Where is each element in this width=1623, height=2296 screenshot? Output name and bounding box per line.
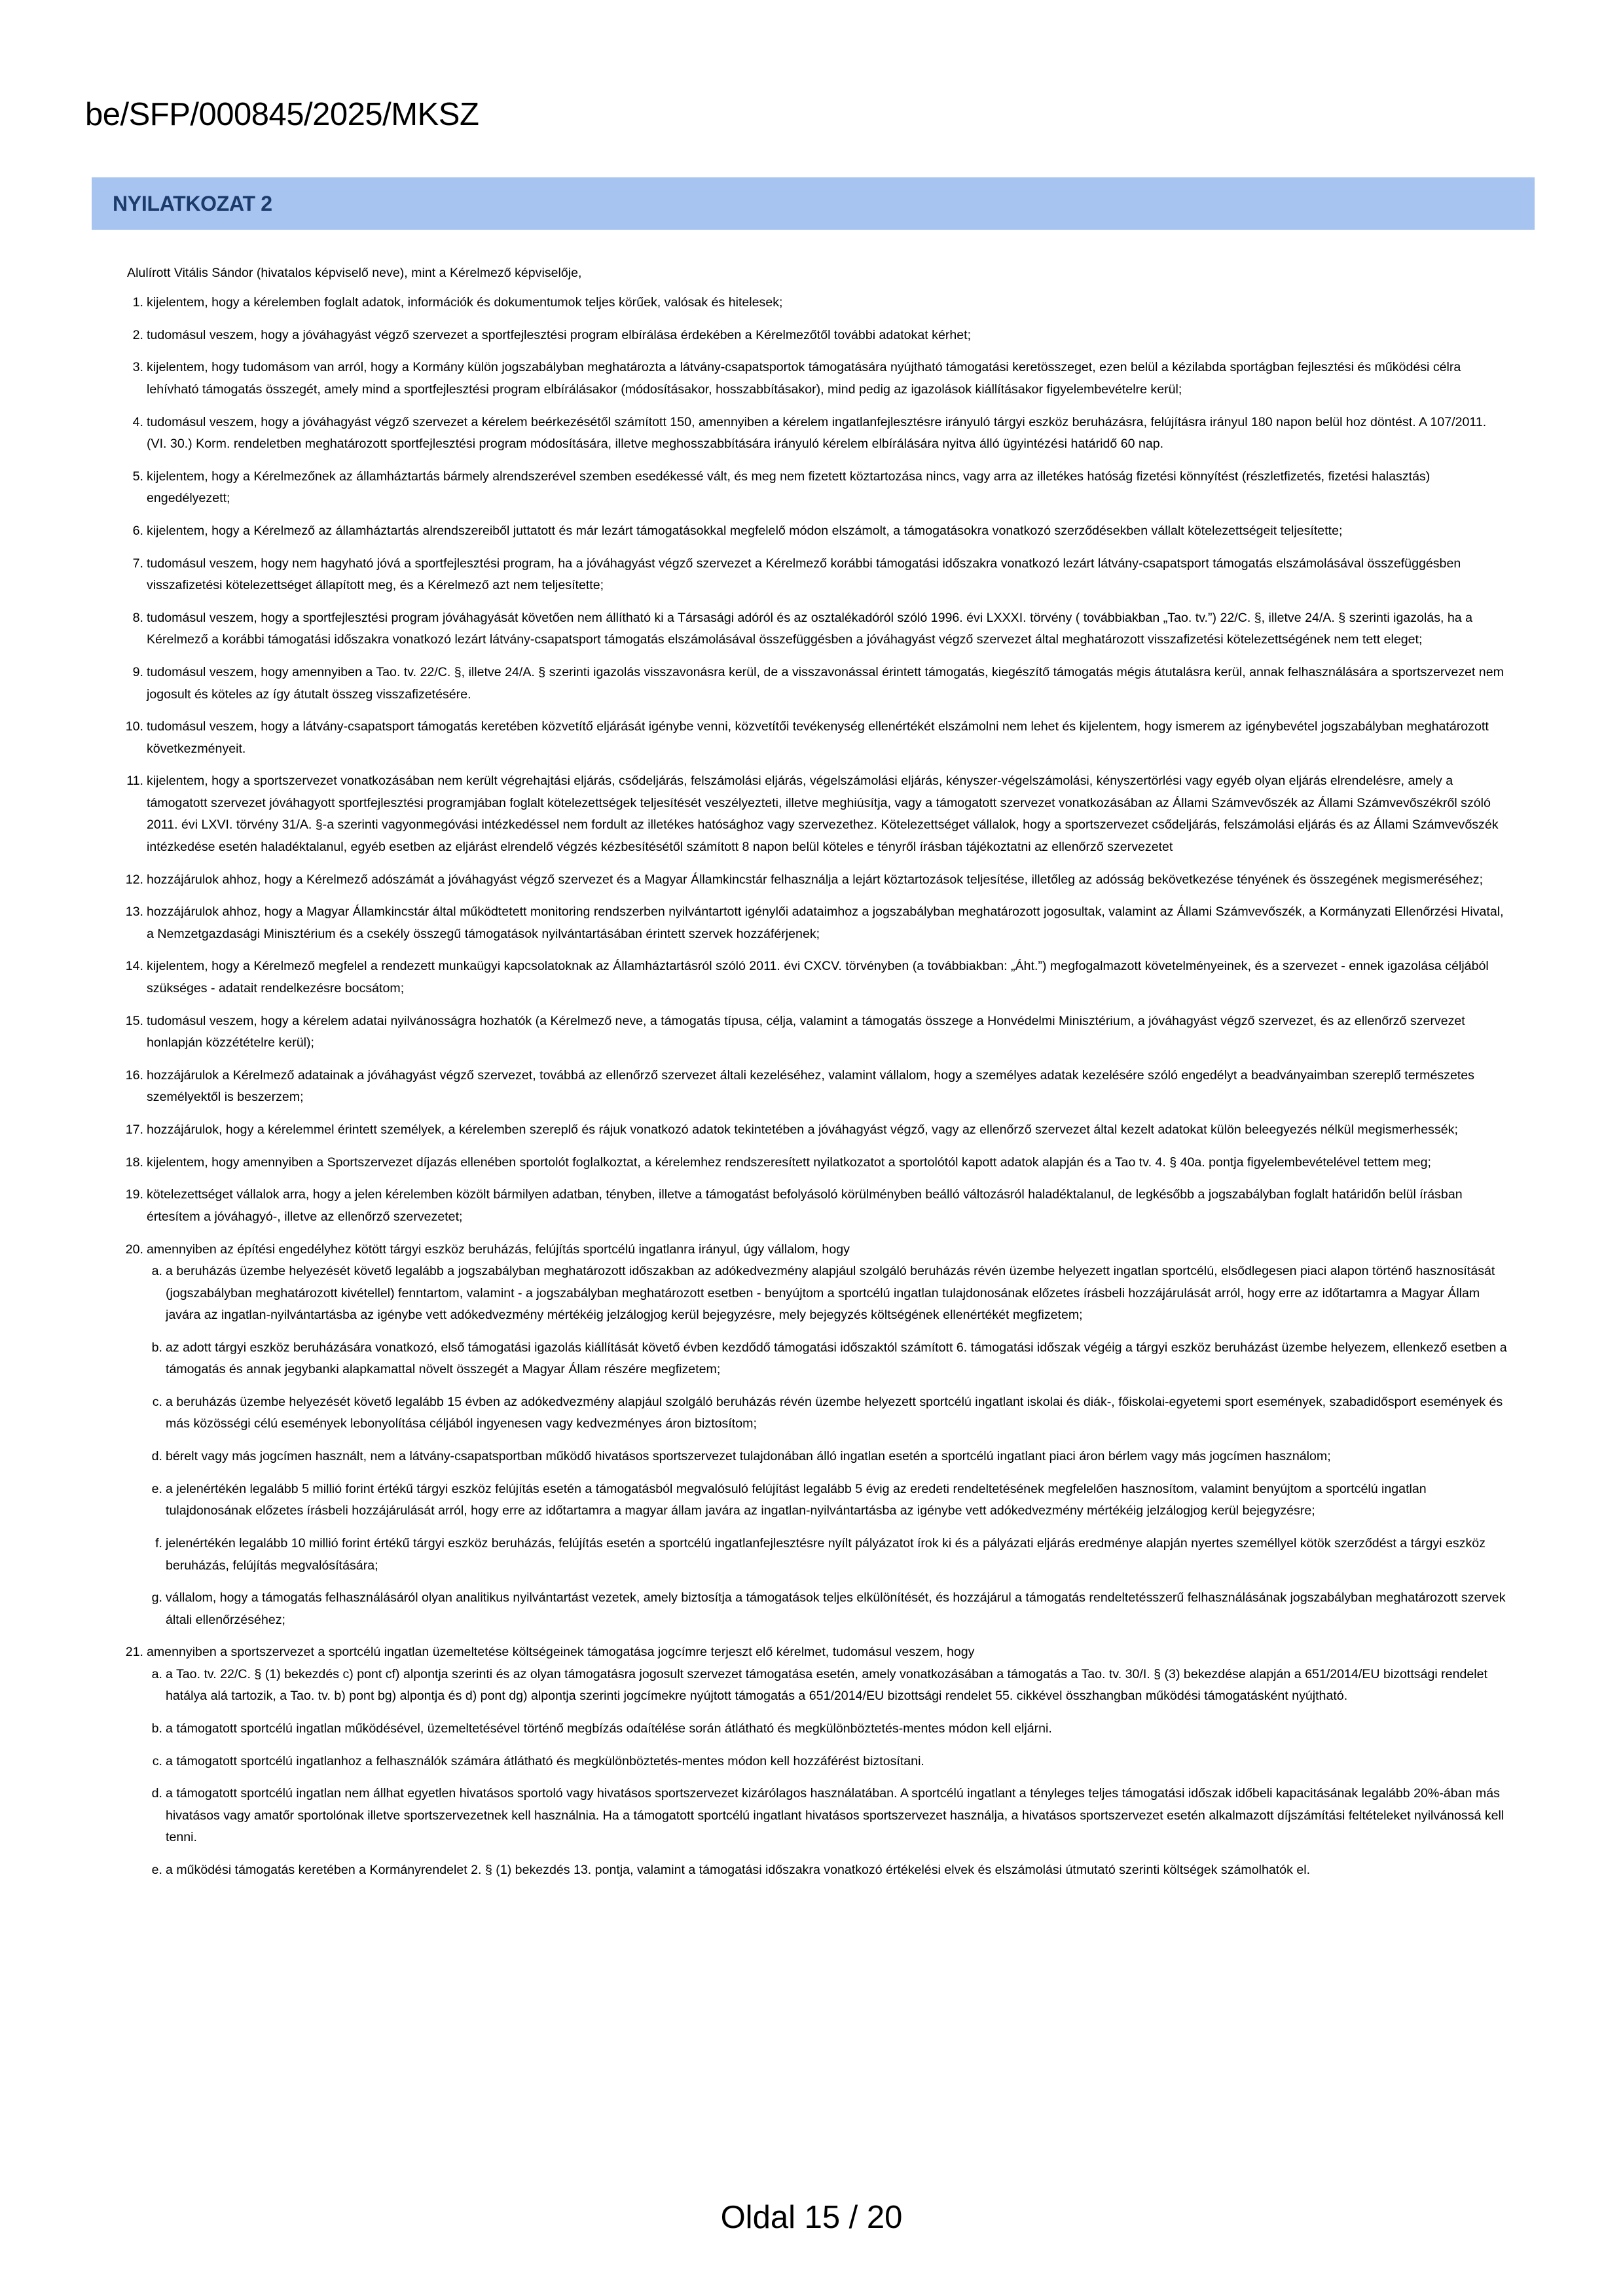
subitem-letter: a. [151, 1264, 162, 1279]
item-number: 19. [125, 1187, 143, 1202]
item-text: kijelentem, hogy a Kérelmezőnek az államháztartás bármely alrendszerével szemben esedékessé vált, és meg nem fizetett köztartozása nincs, vagy arra az illetékes hatóság fizetési könnyítést (részletfizetés, fizetési halasztás) engedélyezett; [147, 469, 1431, 506]
declaration-subitem [151, 1664, 1510, 1708]
item-number: 21. [125, 1645, 143, 1660]
item-number: 15. [125, 1013, 143, 1028]
declaration-subitem [155, 1533, 1510, 1577]
declaration-sublist [147, 1664, 1510, 1882]
item-text: tudomásul veszem, hogy a jóváhagyást végző szervezet a kérelem beérkezésétől számított 150, amennyiben a kérelem ingatlanfejlesztésre irányuló tárgyi eszköz beruházásra, felújításra irányul 180 napon belül hoz döntést. A 107/2011. (VI. 30.) Korm. rendeletben meghatározott sportfejlesztési program módosítására, illetve meghosszabbítására irányuló kérelem elbírálására nyitva álló ügyintézési határidő 60 nap. [147, 414, 1487, 452]
item-number: 14. [125, 959, 143, 974]
declaration-item [125, 1184, 1510, 1228]
subitem-letter: e. [151, 1481, 162, 1496]
item-text: tudomásul veszem, hogy a látvány-csapatsport támogatás keretében közvetítő eljárását igénybe venni, közvetítői tevékenység ellenértékét elszámolni nem lehet és kijelentem, hogy ismerem az igénybevétel jogszabályban meghatározott következményeit. [147, 719, 1489, 756]
subitem-text: a támogatott sportcélú ingatlanhoz a felhasználók számára átlátható és megkülönböztetés-mentes módon kell hozzáférést biztosítani. [166, 1753, 924, 1768]
declaration-subitem [151, 1479, 1510, 1522]
subitem-letter: e. [151, 1863, 162, 1878]
subitem-text: a beruházás üzembe helyezését követő legalább 15 évben az adókedvezmény alapjául szolgáló beruházás révén üzembe helyezett sportcélú ingatlant iskolai és diák-, főiskolai-egyetemi sport események, szabadidősport események és más közösségi célú események lebonyolítása céljából ingyenesen vagy kedvezményes áron biztosítom; [166, 1394, 1503, 1431]
declaration-subitem [151, 1337, 1510, 1381]
item-number: 10. [125, 719, 143, 734]
declaration-item [125, 956, 1510, 999]
declaration-subitem [152, 1751, 1510, 1773]
declaration-item [125, 1065, 1510, 1109]
item-number: 17. [125, 1122, 143, 1137]
declaration-item [125, 716, 1510, 760]
item-text: hozzájárulok, hogy a kérelemmel érintett személyek, a kérelemben szereplő és rájuk vonatkozó adatok tekintetében a jóváhagyást végző, vagy az ellenőrző szervezet által kezelt adatokat külön beleegyezés nélkül megismerhessék; [147, 1122, 1458, 1137]
declaration-list [125, 292, 1510, 1892]
declaration-subitem [151, 1446, 1510, 1468]
declaration-item [125, 869, 1510, 891]
subitem-text: az adott tárgyi eszköz beruházására vonatkozó, első támogatási igazolás kiállítását követő évben kezdődő támogatási időszaktól számított 6. támogatási időszak végéig a tárgyi eszköz beruházást üzembe helyezem, ellenkező esetben a támogatás és annak jegybanki alapkamattal növelt összegét a Magyar Állam részére megfizetem; [166, 1340, 1507, 1377]
item-number: 8. [132, 610, 143, 625]
subitem-letter: b. [151, 1721, 162, 1736]
item-text: kijelentem, hogy a sportszervezet vonatkozásában nem került végrehajtási eljárás, csődeljárás, felszámolási eljárás, végelszámolási eljárás, kényszer-végelszámolási, kényszertörlési vagy egyéb olyan eljárás elrendelésre, amely a támogatott szervezet jóváhagyott sportfejlesztési programjában foglalt kötelezettségek teljesítését veszélyezteti, illetve meghiúsítja, vagy a támogatott szervezet vonatkozásában az Állami Számvevőszék az Állami Számvevőszékről szóló 2011. évi LXVI. törvény 31/A. §-a szerinti vagyonmegóvási intézkedéssel nem fordult az illetékes hatósághoz vagy szervezethez. Kötelezettséget vállalok, hogy a sportszervezet csődeljárás, felszámolási eljárás és az Állami Számvevőszék intézkedése esetén haladéktalanul, egyéb esetben az eljárást elrendelő végzés kézbesítésétől számított 8 napon belül köteles e tényről írásban tájékoztatni az ellenőrző szervezetet [147, 774, 1499, 854]
subitem-text: a Tao. tv. 22/C. § (1) bekezdés c) pont cf) alpontja szerinti és az olyan támogatásra jogosult szervezet támogatása esetén, amely vonatkozásában a támogatás a Tao. tv. 30/I. § (3) bekezdése alapján a 651/2014/EU bizottsági rendelet hatálya alá tartozik, a Tao. tv. b) pont bg) alpontja és d) pont dg) alpontja szerinti jogcímekre nyújtott támogatás a 651/2014/EU bizottsági rendelet 55. cikkével összhangban működési támogatásként nyújtható. [166, 1666, 1487, 1704]
subitem-text: a támogatott sportcélú ingatlan működésével, üzemeltetésével történő megbízás odaítélése során átlátható és megkülönböztetés-mentes módon kell eljárni. [166, 1721, 1052, 1736]
declaration-subitem [151, 1783, 1510, 1849]
item-text: kijelentem, hogy tudomásom van arról, hogy a Kormány külön jogszabályban meghatározta a látvány-csapatsportok támogatására nyújtható támogatási keretösszeget, ezen belül a kézilabda sportágban fejlesztési és működési célra lehívható támogatás összegét, amely mind a sportfejlesztési program elbírálásakor (módosításakor, hosszabbításakor), mind pedig az igazolások kiállításakor figyelembevételre kerül; [147, 360, 1461, 397]
declaration-item [125, 1239, 1510, 1632]
subitem-text: a beruházás üzembe helyezését követő legalább a jogszabályban meghatározott időszakban az adókedvezmény alapjául szolgáló beruházás révén üzembe helyezett ingatlan sportcélú, elsődlegesen piaci alapon történő hasznosítását (jogszabályban meghatározott kivétellel) fenntartom, valamint - a jogszabályban meghatározott esetben - benyújtom a sportcélú ingatlan tulajdonosának előzetes írásbeli hozzájárulását arról, hogy erre az időtartamra a Magyar Állam javára az ingatlan-nyilvántartásba az igénybe vett adókedvezmény mértékéig jelzálogjog kerül bejegyzésre, mely bejegyzés költségének ellenértékét megfizetem; [166, 1264, 1495, 1323]
declaration-item [126, 770, 1510, 858]
item-number: 9. [132, 665, 143, 679]
item-number: 18. [125, 1155, 143, 1170]
section-header-band [92, 177, 1535, 230]
intro-statement: Alulírott Vitális Sándor (hivatalos képviselő neve), mint a Kérelmező képviselője, [127, 266, 582, 280]
item-text: hozzájárulok ahhoz, hogy a Magyar Államkincstár által működtetett monitoring rendszerben nyilvántartott igénylői adataimhoz a jogszabályban meghatározott jogosultak, valamint az Állami Számvevőszék, a Kormányzati Ellenőrzési Hivatal, a Nemzetgazdasági Minisztérium és a csekély összegű támogatások nyilvántartásában érintett szervek hozzáférjenek; [147, 905, 1504, 941]
subitem-letter: f. [155, 1536, 162, 1551]
item-text: amennyiben az építési engedélyhez kötött tárgyi eszköz beruházás, felújítás sportcélú ingatlanra irányul, úgy vállalom, hogy [147, 1242, 850, 1257]
item-text: tudomásul veszem, hogy a kérelem adatai nyilvánosságra hozhatók (a Kérelmező neve, a támogatás típusa, célja, valamint a támogatás összege a Honvédelmi Minisztérium, a jóváhagyást végző szervezet, és az ellenőrző szervezet honlapján közzétételre kerül); [147, 1013, 1465, 1050]
declaration-item [132, 662, 1510, 706]
item-number: 12. [125, 872, 143, 887]
subitem-letter: c. [152, 1753, 162, 1768]
item-number: 13. [125, 905, 143, 920]
item-text: tudomásul veszem, hogy amennyiben a Tao. tv. 22/C. §, illetve 24/A. § szerinti igazolás visszavonásra kerül, de a visszavonással érintett támogatás, kiegészítő támogatás mégis átutalásra kerül, annak felhasználására a sportszervezet nem jogosult és köteles az így átutalt összeg visszafizetésére. [147, 665, 1504, 702]
declaration-subitem [151, 1587, 1510, 1631]
subitem-letter: d. [151, 1786, 162, 1801]
declaration-item [125, 1152, 1510, 1174]
subitem-letter: a. [151, 1666, 162, 1681]
declaration-subitem [151, 1718, 1510, 1740]
declaration-item [132, 412, 1510, 456]
declaration-item [125, 1119, 1510, 1141]
declaration-subitem [151, 1261, 1510, 1327]
declaration-sublist [147, 1261, 1510, 1631]
subitem-letter: b. [151, 1340, 162, 1355]
item-text: kijelentem, hogy a Kérelmező az államháztartás alrendszereiből juttatott és már lezárt támogatásokkal megfelelő módon elszámolt, a támogatásokra vonatkozó szerződésekben vállalt kötelezettségeit teljesítette; [147, 523, 1343, 538]
item-text: kijelentem, hogy a kérelemben foglalt adatok, információk és dokumentumok teljes körűek, valósak és hitelesek; [147, 295, 783, 310]
item-number: 6. [132, 523, 143, 538]
declaration-item [125, 1641, 1510, 1881]
declaration-item [132, 325, 1510, 347]
subitem-text: vállalom, hogy a támogatás felhasználásáról olyan analitikus nyilvántartást vezetek, amely biztosítja a támogatások teljes elkülönítését, és hozzájárul a támogatás rendeltetésszerű felhasználásának jogszabályban meghatározott szervek általi ellenőrzéséhez; [166, 1590, 1506, 1627]
item-text: hozzájárulok a Kérelmező adatainak a jóváhagyást végző szervezet, továbbá az ellenőrző szervezet általi kezeléséhez, valamint vállalom, hogy a személyes adatak kezelésére szóló engedélyt a beadványaimban szereplő természetes személyektől is beszerzem; [147, 1067, 1474, 1105]
declaration-item [132, 607, 1510, 651]
item-text: kijelentem, hogy a Kérelmező megfelel a rendezett munkaügyi kapcsolatoknak az Államháztartásról szóló 2011. évi CXCV. törvényben (a továbbiakban: „Áht.”) megfogalmazott követelményeinek, és a szervezet - ennek igazolása céljából szükséges - adatait rendelkezésre bocsátom; [147, 959, 1489, 996]
declaration-item [132, 292, 1510, 314]
item-number: 2. [132, 327, 143, 342]
subitem-text: a jelenértékén legalább 5 millió forint értékű tárgyi eszköz felújítás esetén a támogatásból megvalósuló felújítást legalább 5 évig az eredeti rendeltetésének megfelelően hasznosítom, valamint benyújtom a sportcélú ingatlan tulajdonosának előzetes írásbeli hozzájárulását arról, hogy erre az időtartamra a magyar állam javára az ingatlan-nyilvántartásba az igénybe vett adókedvezmény mértékéig jelzálogjog kerül bejegyzésre; [166, 1481, 1427, 1518]
subitem-letter: d. [151, 1449, 162, 1464]
item-number: 1. [132, 295, 143, 310]
subitem-text: a működési támogatás keretében a Kormányrendelet 2. § (1) bekezdés 13. pontja, valamint a támogatási időszakra vonatkozó értékelési elvek és elszámolási útmutató szerinti költségek számolhatók el. [166, 1863, 1311, 1878]
item-number: 7. [132, 556, 143, 571]
subitem-letter: g. [151, 1590, 162, 1605]
declaration-item [125, 1011, 1510, 1054]
declaration-item [132, 520, 1510, 543]
item-text: tudomásul veszem, hogy nem hagyható jóvá a sportfejlesztési program, ha a jóváhagyást végző szervezet a Kérelmező korábbi támogatási időszakra vonatkozó lezárt látvány-csapatsport támogatás elszámolásával összefüggésben visszafizetési kötelezettséget állapított meg, és a Kérelmező azt nem teljesítette; [147, 556, 1461, 593]
subitem-text: bérelt vagy más jogcímen használt, nem a látvány-csapatsportban működő hivatásos sportszervezet tulajdonában álló ingatlan esetén a sportcélú ingatlant piaci áron bérlem vagy más jogcímen használom; [166, 1449, 1331, 1464]
subitem-text: jelenértékén legalább 10 millió forint értékű tárgyi eszköz beruházás, felújítás esetén a sportcélú ingatlanfejlesztésre nyílt pályázatot írok ki és a pályázati eljárás eredménye alapján nyertes személlyel kötök szerződést a tárgyi eszköz beruházás, felújítás megvalósítására; [166, 1536, 1486, 1573]
section-title: NYILATKOZAT 2 [113, 192, 272, 215]
item-number: 16. [125, 1067, 143, 1083]
declaration-subitem [152, 1391, 1510, 1435]
document-reference-id: be/SFP/000845/2025/MKSZ [85, 97, 479, 132]
item-text: tudomásul veszem, hogy a jóváhagyást végző szervezet a sportfejlesztési program elbírálása érdekében a Kérelmezőtől további adatokat kérhet; [147, 327, 972, 342]
declaration-item [132, 553, 1510, 597]
item-text: amennyiben a sportszervezet a sportcélú ingatlan üzemeltetése költségeinek támogatása jogcímre terjeszt elő kérelmet, tudomásul veszem, hogy [147, 1645, 975, 1660]
declaration-item [132, 466, 1510, 510]
subitem-letter: c. [152, 1394, 162, 1409]
item-text: tudomásul veszem, hogy a sportfejlesztési program jóváhagyását követően nem állítható ki a Társasági adóról és az osztalékadóról szóló 1996. évi LXXXI. törvény ( továbbiakban „Tao. tv.”) 22/C. §, illetve 24/A. § szerinti igazolás, ha a Kérelmező a korábbi támogatási időszakra vonatkozó lezárt látvány-csapatsport támogatás elszámolásával összefüggésben a jóváhagyást végző szervezet által meghatározott visszafizetési kötelezettségének nem tett eleget; [147, 610, 1473, 647]
item-text: kijelentem, hogy amennyiben a Sportszervezet díjazás ellenében sportolót foglalkoztat, a kérelemhez rendszeresített nyilatkozatot a sportolótól kapott adatok alapján és a Tao tv. 4. § 40a. pontja figyelembevételével tettem meg; [147, 1155, 1431, 1170]
item-number: 20. [125, 1242, 143, 1257]
item-number: 11. [126, 774, 143, 789]
page-number: Oldal 15 / 20 [720, 2200, 903, 2235]
declaration-item [132, 357, 1510, 401]
item-number: 5. [132, 469, 143, 484]
item-text: kötelezettséget vállalok arra, hogy a jelen kérelemben közölt bármilyen adatban, tényben, illetve a támogatást befolyásoló körülményben beálló változásról haladéktalanul, de legkésőbb a jogszabályban foglalt határidőn belül írásban értesítem a jóváhagyó-, illetve az ellenőrző szervezetet; [147, 1187, 1463, 1224]
item-number: 3. [132, 360, 143, 375]
declaration-subitem [151, 1859, 1510, 1882]
item-number: 4. [132, 414, 143, 429]
declaration-item [125, 901, 1510, 945]
subitem-text: a támogatott sportcélú ingatlan nem állhat egyetlen hivatásos sportoló vagy hivatásos sportszervezet kizárólagos használatában. A sportcélú ingatlant a tényleges teljes támogatási időszak időbeli kapacitásának legalább 20%-ában más hivatásos vagy amatőr sportolónak illetve sportszervezetnek kell használnia. Ha a támogatott sportcélú ingatlant hivatásos sportszervezet használja, a hivatásos sportszervezet esetén alkalmazott díjszámítási feltételeket nyilvánossá kell tenni. [166, 1786, 1504, 1845]
item-text: hozzájárulok ahhoz, hogy a Kérelmező adószámát a jóváhagyást végző szervezet és a Magyar Államkincstár felhasználja a lejárt köztartozások teljesítése, illetőleg az adósság bekövetkezése tényének és összegének megismeréséhez; [147, 872, 1484, 887]
